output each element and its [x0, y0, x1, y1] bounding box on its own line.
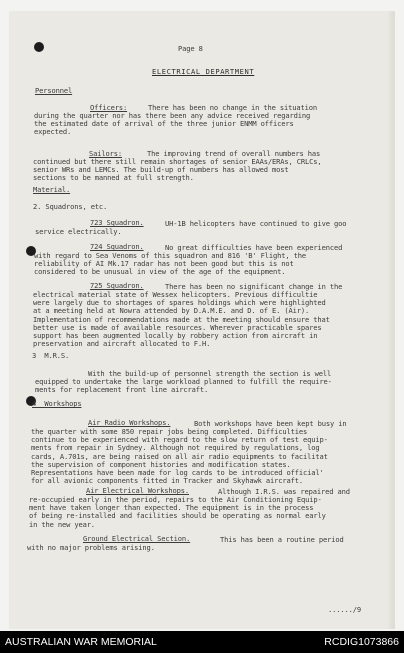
- subheading-sailors: Sailors:: [89, 149, 122, 158]
- paragraph-air-electrical-workshops: re-occupied early in the period, repairs to the Air Conditioning Equip- ment have taken longer than expected. The equipment is in the process of being re-installed and facilities should be operating as normal early in the new year.: [29, 495, 326, 529]
- document-title: ELECTRICAL DEPARTMENT: [152, 67, 255, 76]
- page-number: Page 8: [178, 44, 203, 53]
- section-heading-workshops: 4 Workshops: [32, 399, 82, 408]
- paragraph-air-radio-workshops: the quarter with some 850 repair jobs being completed. Difficulties continue to be experienced with regard to the slow return of test equip- ments from repair in Sydney. Although not required by regulations, log cards, A.701s, are being raised on all air radio equipments to facilitat the supervision of component histories and modification states. Representations have been made for log cards to be introduced official' for all avionic components fitted in Tracker and Skyhawk aircraft.: [31, 427, 328, 486]
- subheading-723-squadron: 723 Squadron.: [90, 218, 144, 227]
- subheading-725-squadron: 725 Squadron.: [90, 281, 144, 290]
- section-heading-mrs: 3 M.R.S.: [32, 351, 70, 360]
- paragraph-724-squadron: with regard to Sea Venoms of this squadron and 816 'B' Flight, the reliability of AI Mk.17 radar has not been good but this is not considered to be unusual in view of the age of the equipment.: [34, 251, 306, 277]
- subheading-air-radio-workshops: Air Radio Workshops.: [88, 418, 171, 427]
- paragraph-officers: during the quarter nor has there been any advice received regarding the estimated date of arrival of the three junior ENMM officers expected.: [34, 111, 311, 137]
- continuation-marker: ....../9: [328, 605, 361, 614]
- section-heading-material: Material.: [33, 185, 71, 194]
- paragraph-725-first-line: There has been no significant change in the: [165, 282, 343, 291]
- heading-squadrons: 2. Squadrons, etc.: [33, 202, 108, 211]
- paragraph-724-first-line: No great difficulties have been experienced: [165, 243, 343, 252]
- section-heading-personnel: Personnel: [35, 86, 73, 95]
- paragraph-ground-first-line: This has been a routine period: [220, 535, 344, 544]
- subheading-ground-electrical-section: Ground Electrical Section.: [83, 534, 191, 543]
- paragraph-723-squadron: service electrically.: [35, 227, 122, 236]
- paragraph-723-first-line: UH-1B helicopters have continued to give goo: [165, 219, 347, 228]
- paragraph-ground-electrical-section: with no major problems arising.: [27, 543, 155, 552]
- paragraph-sailors: continued but there still remain shortages of senior EAAs/ERAs, CRLCs, senior WRs and LEMCs. The build-up of numbers has allowed most sections to be manned at full strength.: [33, 157, 322, 183]
- paragraph-radio-first-line: Both workshops have been kept busy in: [194, 419, 347, 428]
- archive-footer: [0, 631, 404, 653]
- paragraph-725-squadron: electrical material state of Wessex helicopters. Previous difficultie were largely due to shortages of spares holdings which were highlighted at a meeting held at Nowra attended by D.A.M.E. and D. of E. (Air). Implementation of recommendations made at the meeting should ensure that better use is made of available resources. Wherever practicable spares support has been augmented locally by robbery action from aircraft in preservation and aircraft allocated to F.H.: [33, 290, 330, 349]
- reference-id: RCDIG1073866: [324, 636, 399, 648]
- subheading-officers: Officers:: [90, 103, 128, 112]
- punch-hole: [34, 42, 44, 52]
- subheading-air-electrical-workshops: Air Electrical Workshops.: [86, 486, 190, 495]
- institution-label: AUSTRALIAN WAR MEMORIAL: [5, 636, 157, 648]
- paragraph-electrical-first-line: Although I.R.S. was repaired and: [218, 487, 350, 496]
- paragraph-officers-first-line: There has been no change in the situation: [148, 103, 317, 112]
- paragraph-mrs: With the build-up of personnel strength the section is well equipped to undertake the large workload planned to fulfill the require- ments for replacement front line aircraft.: [35, 369, 332, 395]
- subheading-724-squadron: 724 Squadron.: [90, 242, 144, 251]
- paragraph-sailors-first-line: The improving trend of overall numbers has: [147, 149, 321, 158]
